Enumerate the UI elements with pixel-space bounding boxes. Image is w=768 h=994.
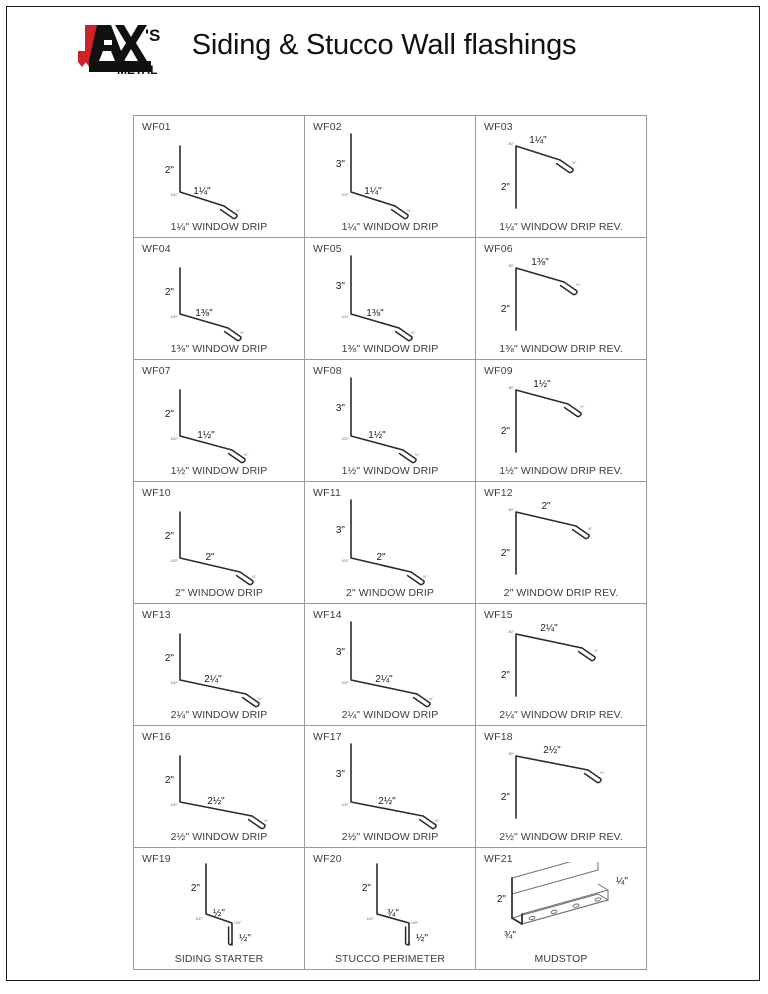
product-code: WF07: [142, 365, 171, 377]
product-cell[interactable]: [134, 482, 305, 604]
svg-text:¾": ¾": [387, 908, 399, 919]
product-cell[interactable]: [134, 604, 305, 726]
product-code: WF03: [484, 121, 513, 133]
svg-text:2": 2": [164, 409, 174, 420]
svg-text:100°: 100°: [170, 437, 178, 441]
svg-text:2": 2": [164, 653, 174, 664]
product-grid: [133, 115, 647, 970]
product-description: 1½" WINDOW DRIP REV.: [499, 465, 623, 477]
svg-text:2½": 2½": [207, 796, 225, 807]
product-code: WF20: [313, 853, 342, 865]
svg-text:100°: 100°: [411, 921, 419, 925]
svg-text:2": 2": [376, 552, 386, 563]
product-code: WF10: [142, 487, 171, 499]
svg-text:2": 2": [164, 775, 174, 786]
svg-text:½": ½": [600, 771, 605, 775]
svg-text:100°: 100°: [341, 315, 349, 319]
svg-text:2": 2": [500, 304, 510, 315]
product-description: 2½" WINDOW DRIP: [341, 831, 439, 843]
svg-text:1⅜": 1⅜": [195, 308, 213, 319]
product-description: 1¼" WINDOW DRIP: [341, 221, 439, 233]
svg-text:3": 3": [335, 159, 345, 170]
product-code: WF09: [484, 365, 513, 377]
product-cell[interactable]: [476, 116, 647, 238]
product-cell[interactable]: [134, 848, 305, 970]
svg-text:2": 2": [205, 552, 215, 563]
product-cell[interactable]: [476, 360, 647, 482]
product-description: 2½" WINDOW DRIP REV.: [499, 831, 623, 843]
svg-text:1½": 1½": [533, 379, 551, 390]
product-cell[interactable]: [305, 482, 476, 604]
profile-drawing: [305, 862, 475, 952]
catalog-page: [6, 6, 760, 981]
svg-text:2¼": 2¼": [204, 674, 222, 685]
svg-text:½": ½": [588, 527, 593, 531]
product-description: 1½" WINDOW DRIP: [341, 465, 439, 477]
svg-text:100°: 100°: [341, 681, 349, 685]
svg-text:80°: 80°: [508, 508, 514, 512]
svg-text:100°: 100°: [341, 437, 349, 441]
svg-text:½": ½": [411, 331, 416, 335]
product-code: WF16: [142, 731, 171, 743]
profile-drawing: [134, 496, 304, 586]
profile-drawing: [476, 618, 646, 708]
product-description: 1¼" WINDOW DRIP: [170, 221, 268, 233]
product-code: WF08: [313, 365, 342, 377]
product-cell[interactable]: [305, 238, 476, 360]
profile-drawing: [476, 252, 646, 342]
profile-drawing: [476, 862, 646, 952]
profile-drawing: [305, 374, 475, 464]
product-description: 1¼" WINDOW DRIP REV.: [499, 221, 623, 233]
product-code: WF12: [484, 487, 513, 499]
svg-text:1⅜": 1⅜": [366, 308, 384, 319]
svg-text:½": ½": [240, 331, 245, 335]
profile-drawing: [476, 374, 646, 464]
profile-drawing: [134, 130, 304, 220]
product-code: WF06: [484, 243, 513, 255]
svg-text:½": ½": [435, 819, 440, 823]
svg-text:3": 3": [335, 281, 345, 292]
svg-text:1¼": 1¼": [193, 186, 211, 197]
product-description: 2" WINDOW DRIP REV.: [503, 587, 619, 599]
svg-text:1½": 1½": [197, 430, 215, 441]
product-code: WF18: [484, 731, 513, 743]
svg-text:2": 2": [164, 287, 174, 298]
svg-text:2": 2": [361, 883, 371, 894]
svg-text:½": ½": [416, 933, 428, 944]
product-code: WF13: [142, 609, 171, 621]
svg-text:2": 2": [500, 670, 510, 681]
product-cell[interactable]: [134, 116, 305, 238]
svg-text:2¼": 2¼": [540, 623, 558, 634]
svg-text:100°: 100°: [341, 559, 349, 563]
svg-text:100°: 100°: [170, 681, 178, 685]
svg-text:½": ½": [236, 209, 241, 213]
product-code: WF15: [484, 609, 513, 621]
svg-text:¾": ¾": [504, 930, 516, 941]
product-code: WF04: [142, 243, 171, 255]
svg-text:100°: 100°: [341, 193, 349, 197]
profile-drawing: [134, 618, 304, 708]
svg-text:½": ½": [429, 697, 434, 701]
profile-drawing: [305, 740, 475, 830]
svg-text:½": ½": [213, 908, 225, 919]
product-description: 2¼" WINDOW DRIP: [341, 709, 439, 721]
svg-text:100°: 100°: [170, 559, 178, 563]
product-description: 1½" WINDOW DRIP: [170, 465, 268, 477]
svg-text:100°: 100°: [195, 917, 203, 921]
product-code: WF01: [142, 121, 171, 133]
product-cell[interactable]: [305, 360, 476, 482]
profile-drawing: [305, 618, 475, 708]
product-code: WF05: [313, 243, 342, 255]
svg-text:80°: 80°: [508, 264, 514, 268]
product-cell[interactable]: [305, 604, 476, 726]
svg-text:½": ½": [407, 209, 412, 213]
product-cell[interactable]: [134, 726, 305, 848]
product-description: 2¼" WINDOW DRIP: [170, 709, 268, 721]
svg-text:½": ½": [423, 575, 428, 579]
product-cell[interactable]: [476, 238, 647, 360]
svg-text:2½": 2½": [378, 796, 396, 807]
svg-text:100°: 100°: [170, 193, 178, 197]
svg-text:½": ½": [572, 161, 577, 165]
svg-text:80°: 80°: [508, 142, 514, 146]
svg-text:2¼": 2¼": [375, 674, 393, 685]
profile-drawing: [305, 252, 475, 342]
profile-drawing: [134, 374, 304, 464]
product-cell[interactable]: [305, 848, 476, 970]
profile-drawing: [476, 496, 646, 586]
product-cell[interactable]: [305, 726, 476, 848]
product-cell[interactable]: [134, 360, 305, 482]
profile-drawing: [134, 740, 304, 830]
product-code: WF21: [484, 853, 513, 865]
product-description: 1⅜" WINDOW DRIP REV.: [499, 343, 623, 355]
svg-text:100°: 100°: [170, 803, 178, 807]
product-description: 2" WINDOW DRIP: [346, 587, 434, 599]
svg-text:2½": 2½": [543, 745, 561, 756]
svg-text:½": ½": [594, 649, 599, 653]
svg-text:100°: 100°: [341, 803, 349, 807]
svg-text:3": 3": [335, 403, 345, 414]
svg-text:½": ½": [244, 453, 249, 457]
svg-text:2": 2": [164, 531, 174, 542]
profile-drawing: [134, 252, 304, 342]
product-code: WF02: [313, 121, 342, 133]
product-description: MUDSTOP: [534, 953, 588, 965]
product-description: 2" WINDOW DRIP: [175, 587, 263, 599]
svg-text:½": ½": [258, 697, 263, 701]
svg-text:2": 2": [190, 883, 200, 894]
svg-text:1⅜": 1⅜": [531, 257, 549, 268]
profile-drawing: [476, 130, 646, 220]
product-cell[interactable]: [476, 482, 647, 604]
product-description: 1⅜" WINDOW DRIP: [341, 343, 439, 355]
svg-text:½": ½": [576, 283, 581, 287]
svg-text:2": 2": [500, 792, 510, 803]
svg-text:100°: 100°: [234, 921, 242, 925]
profile-drawing: [476, 740, 646, 830]
product-cell[interactable]: [305, 116, 476, 238]
svg-text:100°: 100°: [366, 917, 374, 921]
product-code: WF19: [142, 853, 171, 865]
svg-text:½": ½": [415, 453, 420, 457]
logo-apostrophe-s: 'S: [145, 26, 161, 45]
svg-text:2": 2": [164, 165, 174, 176]
svg-text:2": 2": [500, 548, 510, 559]
svg-text:1½": 1½": [368, 430, 386, 441]
product-cell[interactable]: [134, 238, 305, 360]
product-cell[interactable]: [476, 604, 647, 726]
svg-text:80°: 80°: [508, 752, 514, 756]
product-cell[interactable]: [476, 848, 647, 970]
svg-text:2": 2": [500, 426, 510, 437]
product-description: 1⅜" WINDOW DRIP: [170, 343, 268, 355]
svg-text:100°: 100°: [170, 315, 178, 319]
svg-text:½": ½": [239, 933, 251, 944]
profile-drawing: [305, 130, 475, 220]
product-description: STUCCO PERIMETER: [334, 953, 446, 965]
product-code: WF11: [313, 487, 342, 499]
svg-text:3": 3": [335, 647, 345, 658]
svg-text:1¼": 1¼": [364, 186, 382, 197]
svg-text:½": ½": [580, 405, 585, 409]
profile-drawing: [134, 862, 304, 952]
svg-text:2": 2": [496, 894, 506, 905]
svg-text:2": 2": [500, 182, 510, 193]
logo-metal-text: METAL: [117, 63, 158, 77]
svg-text:3": 3": [335, 525, 345, 536]
svg-text:¼": ¼": [616, 876, 628, 887]
svg-text:3": 3": [335, 769, 345, 780]
product-cell[interactable]: [476, 726, 647, 848]
svg-text:½": ½": [264, 819, 269, 823]
page-header: [7, 7, 759, 95]
profile-drawing: [305, 496, 475, 586]
page-title: Siding & Stucco Wall flashings: [191, 29, 577, 61]
product-code: WF14: [313, 609, 342, 621]
svg-text:80°: 80°: [508, 386, 514, 390]
svg-text:80°: 80°: [508, 630, 514, 634]
svg-text:½": ½": [252, 575, 257, 579]
product-description: 2½" WINDOW DRIP: [170, 831, 268, 843]
product-code: WF17: [313, 731, 342, 743]
product-description: 2¼" WINDOW DRIP REV.: [499, 709, 623, 721]
product-description: SIDING STARTER: [174, 953, 264, 965]
svg-text:2": 2": [541, 501, 551, 512]
svg-text:1¼": 1¼": [529, 135, 547, 146]
